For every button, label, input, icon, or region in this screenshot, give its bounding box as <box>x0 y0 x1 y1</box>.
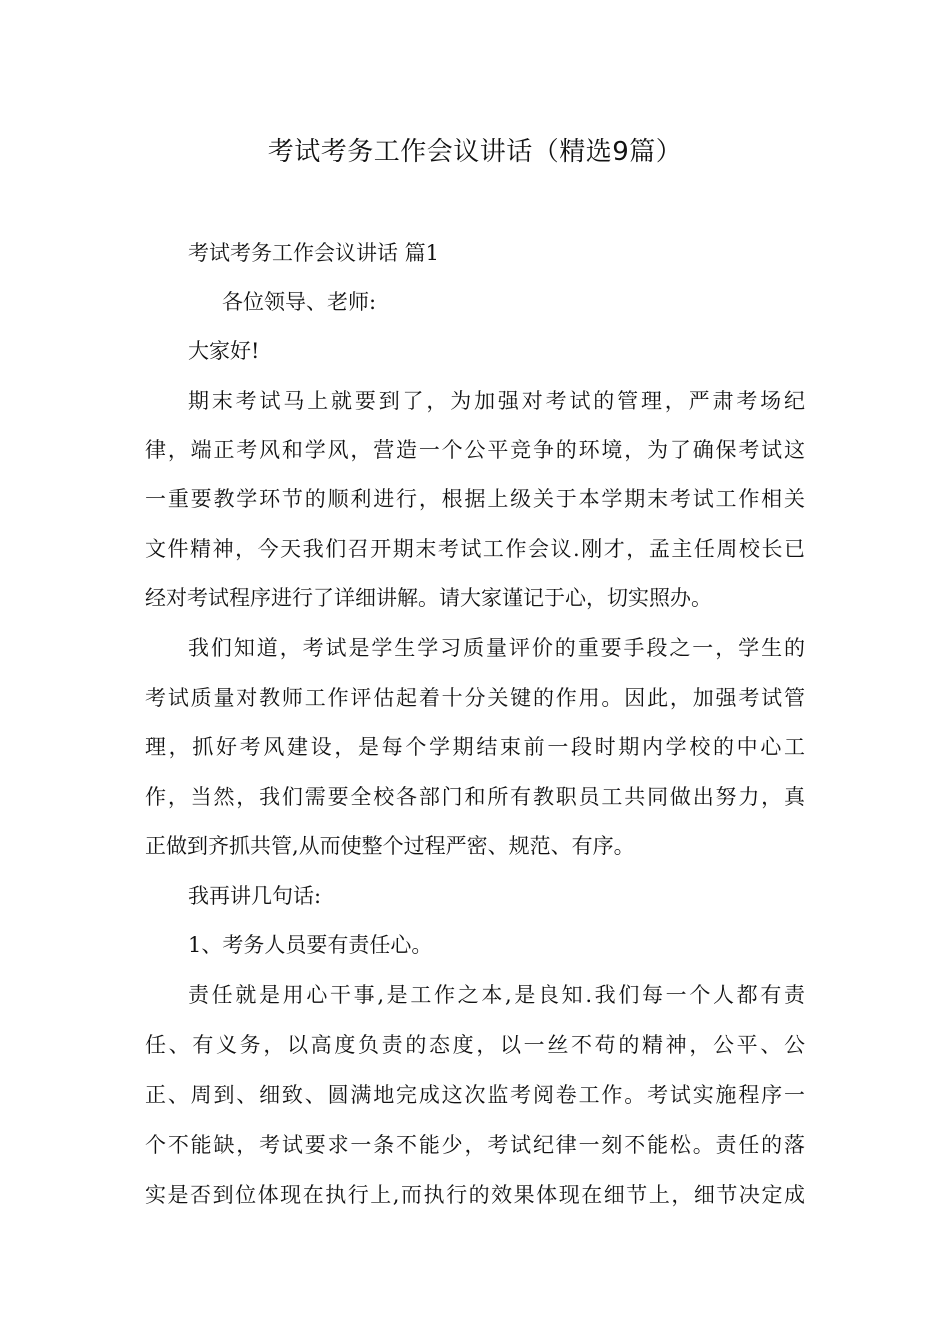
section-heading: 考试考务工作会议讲话 篇1 <box>188 241 440 265</box>
paragraph-line: 文件精神，今天我们召开期末考试工作会议.刚才，孟主任周校长已 <box>145 537 805 561</box>
salutation: 各位领导、老师: <box>222 290 377 314</box>
paragraph-line: 正做到齐抓共管,从而使整个过程严密、规范、有序。 <box>145 834 635 858</box>
paragraph-line: 一重要教学环节的顺利进行，根据上级关于本学期末考试工作相关 <box>145 487 805 511</box>
paragraph-line: 期末考试马上就要到了，为加强对考试的管理，严肃考场纪 <box>188 389 805 413</box>
document-title: 考试考务工作会议讲话（精选9篇） <box>267 137 683 167</box>
paragraph-line: 律，端正考风和学风，营造一个公平竞争的环境，为了确保考试这 <box>145 438 805 462</box>
greeting: 大家好! <box>188 339 260 363</box>
paragraph-line: 作，当然，我们需要全校各部门和所有教职员工共同做出努力，真 <box>145 785 805 809</box>
paragraph-line: 经对考试程序进行了详细讲解。请大家谨记于心，切实照办。 <box>145 586 712 610</box>
paragraph-line: 正、周到、细致、圆满地完成这次监考阅卷工作。考试实施程序一 <box>145 1083 805 1107</box>
paragraph-line: 实是否到位体现在执行上,而执行的效果体现在细节上，细节决定成 <box>145 1183 805 1207</box>
paragraph-line: 责任就是用心干事,是工作之本,是良知.我们每一个人都有责 <box>188 983 805 1007</box>
paragraph-line: 我们知道，考试是学生学习质量评价的重要手段之一，学生的 <box>188 636 805 660</box>
paragraph-line: 理，抓好考风建设，是每个学期结束前一段时期内学校的中心工 <box>145 735 805 759</box>
paragraph-line: 考试质量对教师工作评估起着十分关键的作用。因此，加强考试管 <box>145 686 805 710</box>
paragraph-line: 个不能缺，考试要求一条不能少，考试纪律一刻不能松。责任的落 <box>145 1133 805 1157</box>
paragraph-line: 任、有义务，以高度负责的态度，以一丝不苟的精神，公平、公 <box>145 1033 805 1057</box>
paragraph-line: 我再讲几句话: <box>188 884 322 908</box>
list-item-heading: 1、考务人员要有责任心。 <box>188 933 433 957</box>
